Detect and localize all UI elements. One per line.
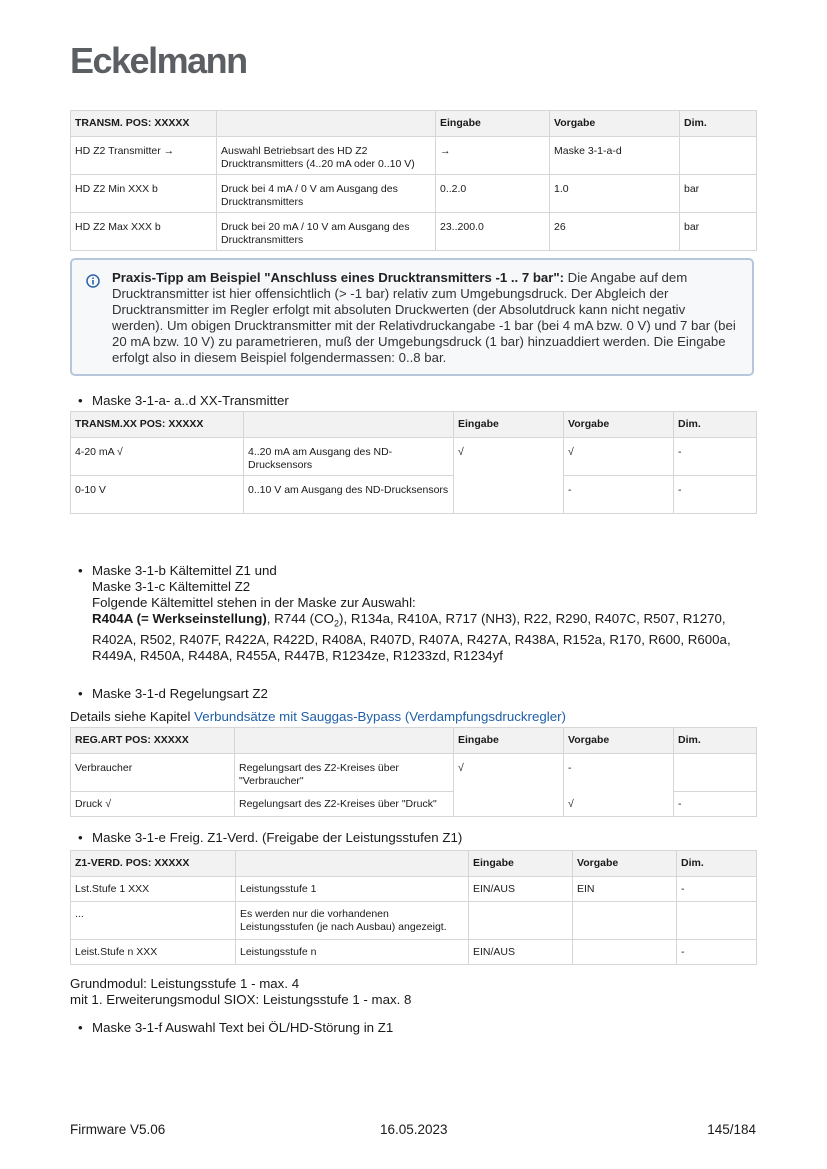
table-cell: Regelungsart des Z2-Kreises über "Druck" (235, 792, 454, 817)
table-cell: 1.0 (550, 175, 680, 213)
bullet-line: Maske 3-1-c Kältemittel Z2 (92, 579, 251, 594)
table-cell (469, 902, 573, 940)
table-cell: Druck √ (71, 792, 235, 817)
table-row (71, 137, 757, 175)
table-cell: - (564, 476, 674, 514)
transmitter-table (70, 110, 757, 251)
bullet-oil-fault-mask: • Maske 3-1-f Auswahl Text bei ÖL/HD-Störung in Z1 (78, 1020, 394, 1035)
table-cell: Lst.Stufe 1 XXX (71, 877, 236, 902)
table-header: TRANSM.XX POS: XXXXX (71, 412, 244, 438)
details-prefix: Details siehe Kapitel (70, 709, 195, 724)
table-cell: Es werden nur die vorhandenen Leistungsstufen (je nach Ausbau) angezeigt. (236, 902, 469, 940)
table-header: Dim. (674, 412, 757, 438)
table-header: Dim. (680, 111, 757, 137)
table-header: Vorgabe (550, 111, 680, 137)
table-cell: 0-10 V (71, 476, 244, 514)
table-cell: HD Z2 Min XXX b (71, 175, 217, 213)
bullet-text: Maske 3-1-f Auswahl Text bei ÖL/HD-Störung in Z1 (92, 1020, 394, 1035)
bullet-text: Maske 3-1-a- a..d XX-Transmitter (92, 393, 289, 408)
chapter-link[interactable]: Verbundsätze mit Sauggas-Bypass (Verdampfungsdruckregler) (194, 709, 566, 724)
table-cell: EIN/AUS (469, 877, 573, 902)
table-cell: √ (564, 792, 674, 817)
footer-page-number: 145/184 (707, 1122, 756, 1137)
bullet-line: Folgende Kältemittel stehen in der Maske zur Auswahl: (92, 595, 416, 610)
control-mode-table (70, 727, 757, 817)
table-row (71, 902, 757, 940)
table-cell: → (436, 137, 550, 175)
table-cell: - (564, 754, 674, 792)
refrigerant-list: , R744 (CO (266, 611, 335, 626)
table-row (71, 877, 757, 902)
table-row (71, 438, 757, 476)
table-header: Eingabe (454, 412, 564, 438)
bullet-line: Maske 3-1-b Kältemittel Z1 und (92, 563, 277, 578)
table-cell: HD Z2 Transmitter → (71, 137, 217, 175)
subscript: 2 (334, 618, 340, 629)
table-cell: √ (564, 438, 674, 476)
table-cell: EIN (573, 877, 677, 902)
release-stages-table (70, 850, 757, 965)
table-cell (454, 476, 564, 514)
table-cell: √ (454, 754, 564, 792)
table-cell (454, 792, 564, 817)
table-cell: Maske 3-1-a-d (550, 137, 680, 175)
table-header: Dim. (674, 728, 757, 754)
bullet-release-mask: • Maske 3-1-e Freig. Z1-Verd. (Freigabe der Leistungsstufen Z1) (78, 830, 463, 845)
eckelmann-logo: Eckelmann (70, 40, 247, 81)
table-header: Eingabe (436, 111, 550, 137)
table-header: Vorgabe (564, 728, 674, 754)
table-header (235, 728, 454, 754)
table-cell: Leist.Stufe n XXX (71, 940, 236, 965)
table-header-row (71, 412, 757, 438)
footer-date: 16.05.2023 (380, 1122, 448, 1137)
table-cell: Druck bei 20 mA / 10 V am Ausgang des Drucktransmitters (217, 213, 436, 251)
table-row (71, 940, 757, 965)
table-cell: - (677, 877, 757, 902)
info-icon (86, 274, 100, 288)
details-line (70, 709, 566, 725)
table-row (71, 792, 757, 817)
table-cell: - (674, 476, 757, 514)
tip-title: Praxis-Tipp am Beispiel "Anschluss eines Drucktransmitters -1 .. 7 bar": (112, 270, 565, 285)
default-refrigerant: R404A (= Werkseinstellung) (92, 611, 267, 626)
table-header: Eingabe (469, 851, 573, 877)
bullet-text: Maske 3-1-d Regelungsart Z2 (92, 686, 268, 701)
table-row (71, 213, 757, 251)
table-cell: Auswahl Betriebsart des HD Z2 Drucktransmitters (4..20 mA oder 0..10 V) (217, 137, 436, 175)
table-row (71, 476, 757, 514)
table-cell (674, 754, 757, 792)
table-header (244, 412, 454, 438)
table-header-row (71, 728, 757, 754)
table-header: Eingabe (454, 728, 564, 754)
table-cell: 26 (550, 213, 680, 251)
table-cell: bar (680, 175, 757, 213)
bullet-text: Maske 3-1-e Freig. Z1-Verd. (Freigabe der Leistungsstufen Z1) (92, 830, 463, 845)
table-cell: HD Z2 Max XXX b (71, 213, 217, 251)
table-cell (677, 902, 757, 940)
table-header (217, 111, 436, 137)
table-row (71, 754, 757, 792)
bullet-transmitter-mask: • Maske 3-1-a- a..d XX-Transmitter (78, 393, 289, 408)
table-cell: - (674, 792, 757, 817)
tip-body: Die Angabe auf dem Drucktransmitter ist hier offensichtlich (> -1 bar) relativ zum Umgebungsdruck. Der Abgleich der Drucktransmitter im Regler erfolgt mit absoluten Druckwerten (der Absolutdruck kann nicht negativ werden). Um obigen Drucktransmitter mit der Relativdruckangabe -1 bar (bei 4 mA bzw. 0 V) und 7 bar (bei 20 mA bzw. 10 V) zu parametrieren, muß der Umgebungsdruck (1 bar) hinzuaddiert werden. Die Eingabe erfolgt also in diesem Beispiel folgendermassen: 0..8 bar. (112, 270, 736, 365)
table-cell: Verbraucher (71, 754, 235, 792)
table-cell: 23..200.0 (436, 213, 550, 251)
table-header-row (71, 111, 757, 137)
table-header: REG.ART POS: XXXXX (71, 728, 235, 754)
note-line: Grundmodul: Leistungsstufe 1 - max. 4 (70, 976, 300, 991)
table-header: Dim. (677, 851, 757, 877)
table-cell: - (677, 940, 757, 965)
table-header: Vorgabe (573, 851, 677, 877)
table-header: TRANSM. POS: XXXXX (71, 111, 217, 137)
table-cell: 4-20 mA √ (71, 438, 244, 476)
table-cell: √ (454, 438, 564, 476)
table-cell: Leistungsstufe 1 (236, 877, 469, 902)
table-header (236, 851, 469, 877)
footer-firmware: Firmware V5.06 (70, 1122, 166, 1137)
table-header: Vorgabe (564, 412, 674, 438)
refrigerant-list-cont: ), R134a, R410A, R717 (NH3), R22, R290, R407C, R507, R1270, R402A, R502, R407F, R422A, R422D, R408A, R407D, R407A, R427A, R438A, R152a, R170, R600, R600a, R449A, R450A, R448A, R455A, R447B, R1234ze, R1233zd, R1234yf (92, 611, 731, 663)
table-header-row (71, 851, 757, 877)
practice-tip-box (70, 258, 754, 376)
table-cell: 0..2.0 (436, 175, 550, 213)
table-cell: Druck bei 4 mA / 0 V am Ausgang des Drucktransmitters (217, 175, 436, 213)
table-cell (680, 137, 757, 175)
table-cell: - (674, 438, 757, 476)
bullet-control-mode-mask: • Maske 3-1-d Regelungsart Z2 (78, 686, 268, 701)
table-cell: 4..20 mA am Ausgang des ND-Drucksensors (244, 438, 454, 476)
stage-notes (70, 976, 411, 1008)
table-row (71, 175, 757, 213)
note-line: mit 1. Erweiterungsmodul SIOX: Leistungsstufe 1 - max. 8 (70, 992, 412, 1007)
table-cell: ... (71, 902, 236, 940)
transmitter-xx-table (70, 411, 757, 514)
table-cell: Leistungsstufe n (236, 940, 469, 965)
table-cell: bar (680, 213, 757, 251)
table-cell: 0..10 V am Ausgang des ND-Drucksensors (244, 476, 454, 514)
table-cell (573, 940, 677, 965)
table-cell: EIN/AUS (469, 940, 573, 965)
table-header: Z1-VERD. POS: XXXXX (71, 851, 236, 877)
bullet-refrigerant-masks: • Maske 3-1-b Kältemittel Z1 und Maske 3-1-c Kältemittel Z2 Folgende Kältemittel stehen in der Maske zur Auswahl: R404A (= Werkseinstellung), R744 $(CO_2)$, R134a, R410A, R717 (NH3), R22, R290, R407C, R507, R1270, R402A, R502, R407F, R422A, R422D, R408A, R407D, R407A, R427A, R438A, R152a, R170, R600, R600a, R449A, R450A, R448A, R455A, R447B, R1234ze, R1233zd, R1234yf (78, 563, 731, 663)
table-cell (573, 902, 677, 940)
table-cell: Regelungsart des Z2-Kreises über "Verbraucher" (235, 754, 454, 792)
